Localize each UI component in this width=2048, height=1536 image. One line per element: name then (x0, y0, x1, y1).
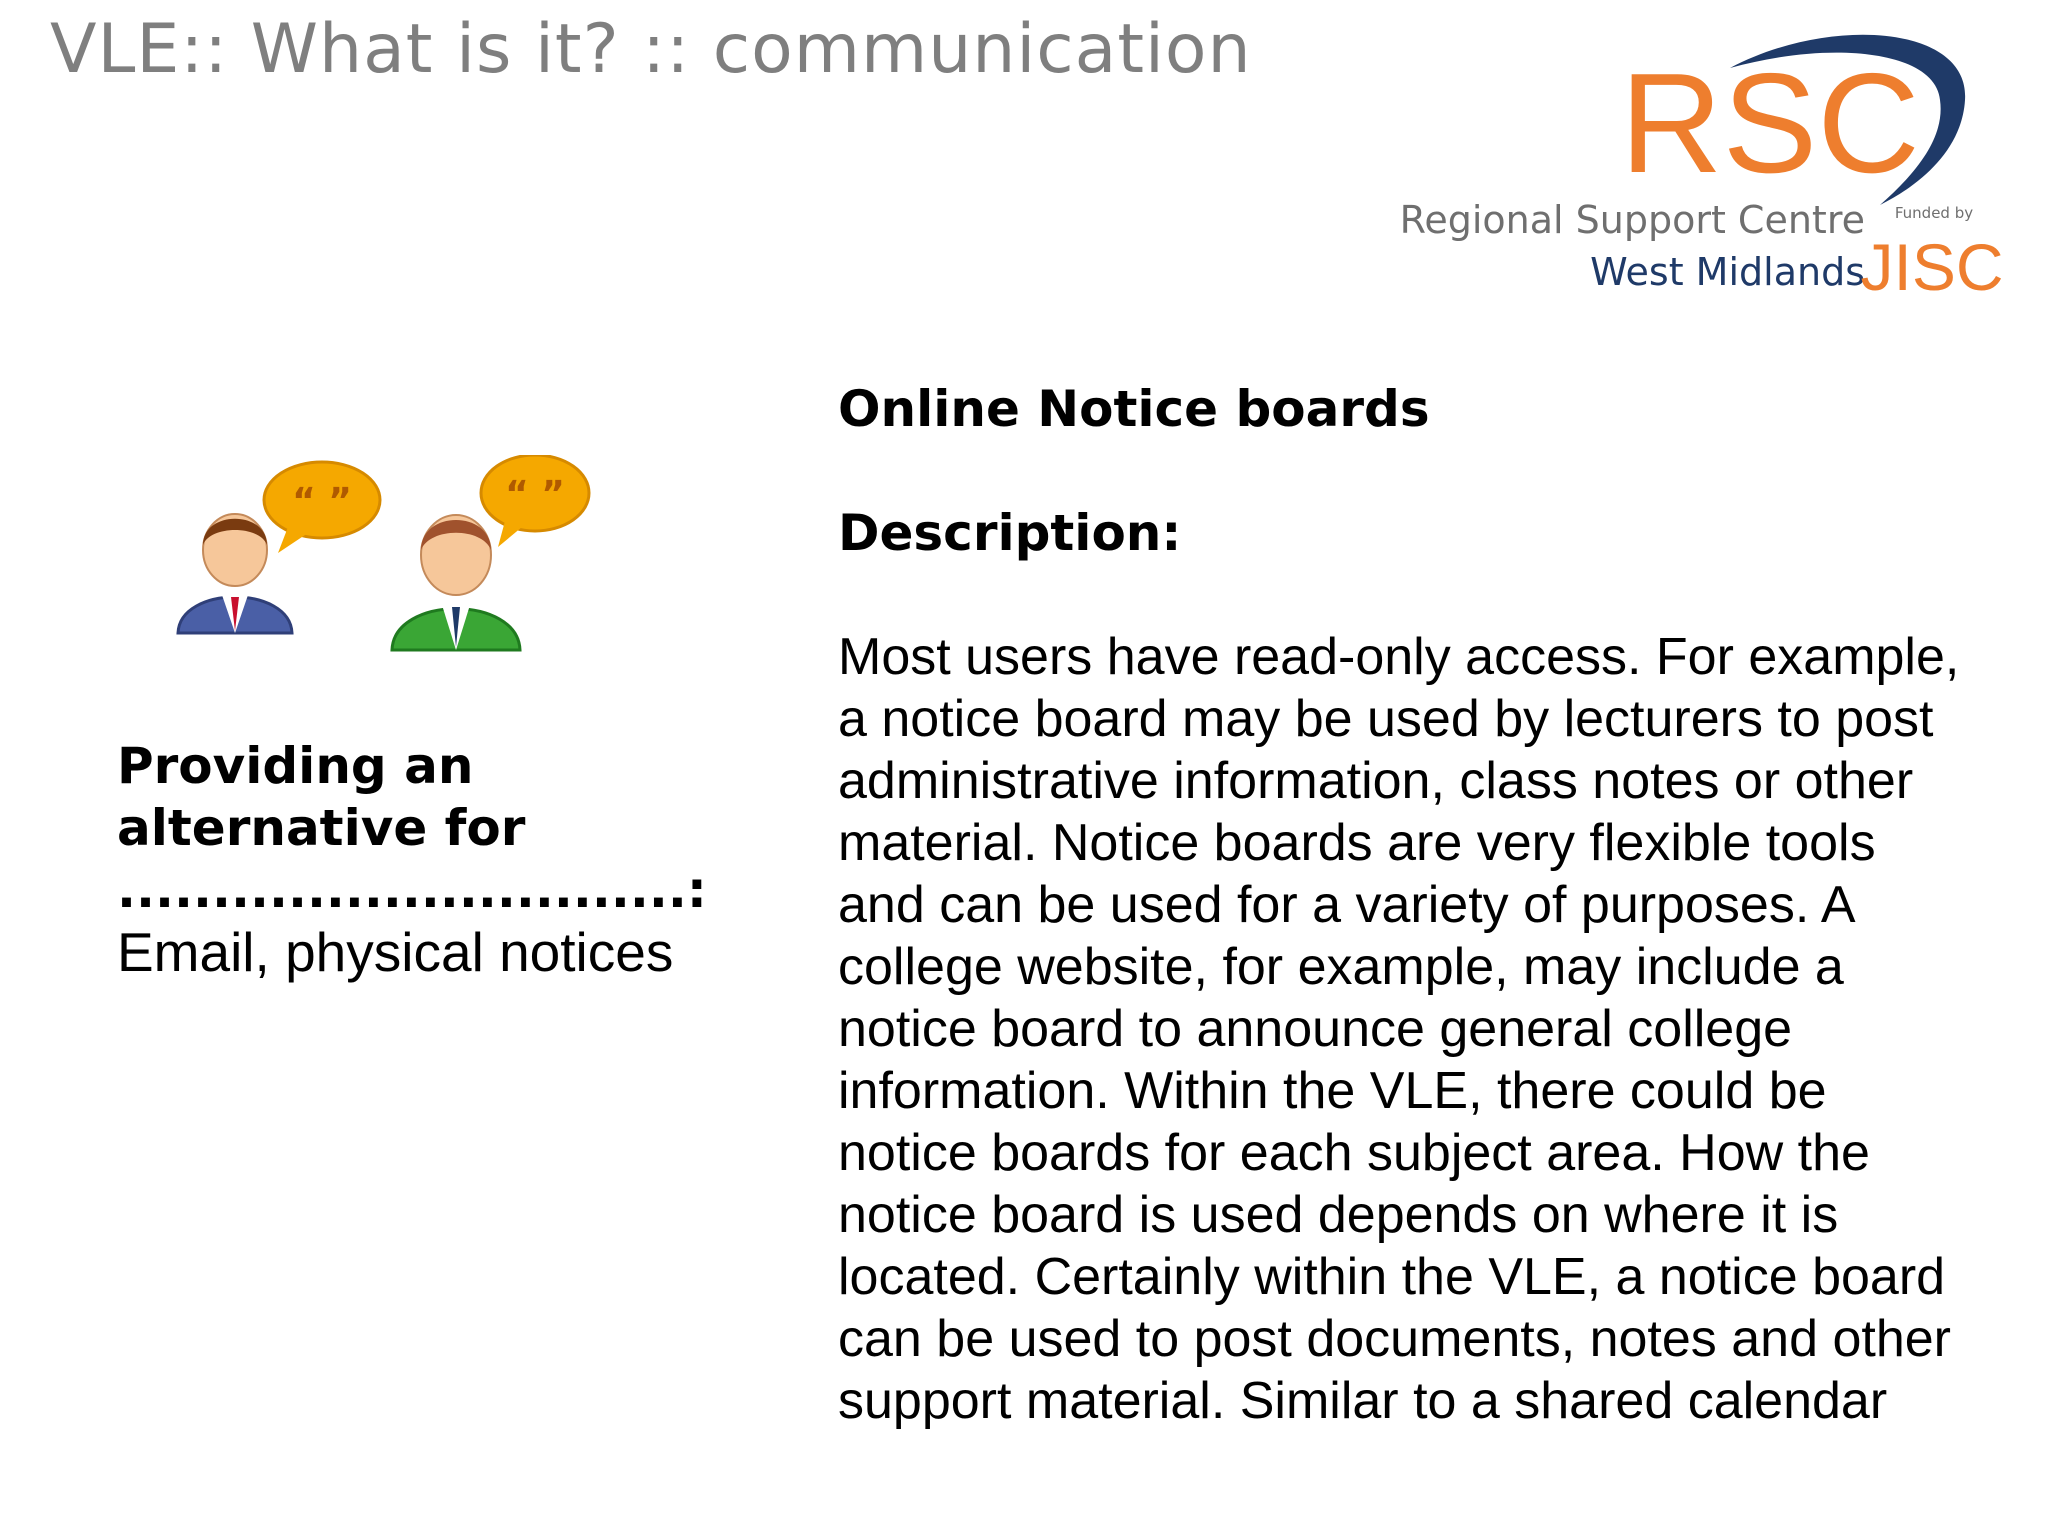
description-line: located. Certainly within the VLE, a notice board (838, 1248, 1946, 1306)
description-line: and can be used for a variety of purposes. A (838, 876, 1856, 934)
logo-jisc-text: JISC (1860, 230, 2004, 304)
description-line: material. Notice boards are very flexible tools (838, 814, 1876, 872)
alternative-heading-line-1: Providing an (117, 737, 474, 795)
description-body (838, 626, 2038, 1432)
alternative-heading-line-2: alternative for (117, 799, 526, 857)
logo-rsc-text: RSC (1620, 44, 1920, 203)
person-green-icon (392, 515, 520, 650)
svg-text:“ ”: “ ” (505, 474, 565, 515)
description-line: administrative information, class notes or other (838, 752, 1914, 810)
rsc-logo (1400, 20, 2048, 320)
description-line: information. Within the VLE, there could be (838, 1062, 1827, 1120)
description-line: support material. Similar to a shared calendar (838, 1372, 1888, 1430)
logo-line2-text: West Midlands (1590, 250, 1865, 294)
alternative-heading-line-3: ..............................: (117, 861, 707, 919)
description-label: Description: (838, 504, 1182, 562)
alternative-body: Email, physical notices (117, 921, 674, 983)
description-line: college website, for example, may include a (838, 938, 1844, 996)
description-line: notice board is used depends on where it is (838, 1186, 1839, 1244)
description-line: a notice board may be used by lecturers to post (838, 690, 1934, 748)
description-line: notice board to announce general college (838, 1000, 1793, 1058)
speech-bubble-right-icon (481, 455, 589, 547)
description-line: can be used to post documents, notes and other (838, 1310, 1951, 1368)
notice-boards-heading: Online Notice boards (838, 380, 1430, 438)
slide-title: VLE:: What is it? :: communication (50, 10, 1252, 89)
logo-funded-by-text: Funded by (1894, 204, 1974, 222)
logo-line1-text: Regional Support Centre (1400, 198, 1865, 242)
description-line: Most users have read-only access. For example, (838, 628, 1960, 686)
speech-bubble-left-icon (264, 462, 380, 553)
alternative-block (117, 735, 717, 983)
svg-text:“ ”: “ ” (292, 481, 352, 522)
notice-boards-block (838, 378, 2038, 1432)
person-blue-icon (178, 514, 292, 633)
two-people-chatting-icon (170, 455, 610, 665)
description-line: notice boards for each subject area. How the (838, 1124, 1870, 1182)
